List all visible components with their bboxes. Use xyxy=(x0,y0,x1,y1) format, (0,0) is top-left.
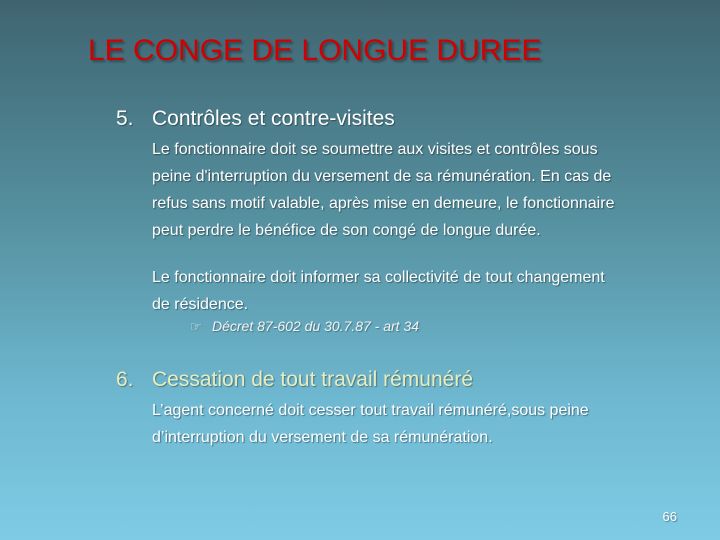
section-5-number: 5. xyxy=(116,107,134,130)
page-number: 66 xyxy=(662,509,677,524)
paragraph-line: Le fonctionnaire doit informer sa collectivité de tout changement xyxy=(152,269,605,286)
pointing-hand-icon: ☞ xyxy=(190,319,202,334)
paragraph-line: L’agent concerné doit cesser tout travail rémunéré,sous peine xyxy=(152,402,589,419)
paragraph-line: peine d'interruption du versement de sa rémunération. En cas de xyxy=(152,168,612,185)
section-6-heading xyxy=(116,368,473,392)
section-6-title: Cessation de tout travail rémunéré xyxy=(152,368,473,391)
section-5-paragraph-1 xyxy=(152,136,614,244)
section-6-paragraph xyxy=(152,397,589,451)
decree-reference xyxy=(190,318,419,335)
section-5-heading xyxy=(116,107,395,131)
section-5-title: Contrôles et contre-visites xyxy=(152,107,395,130)
section-6-number: 6. xyxy=(116,368,134,391)
section-5-paragraph-2 xyxy=(152,264,605,318)
paragraph-line: refus sans motif valable, après mise en demeure, le fonctionnaire xyxy=(152,195,615,212)
slide-title: LE CONGE DE LONGUE DUREE xyxy=(88,34,542,67)
paragraph-line: Le fonctionnaire doit se soumettre aux visites et contrôles sous xyxy=(152,141,598,158)
paragraph-line: peut perdre le bénéfice de son congé de longue durée. xyxy=(152,222,541,239)
decree-reference-text: Décret 87-602 du 30.7.87 - art 34 xyxy=(212,318,420,334)
paragraph-line: d’interruption du versement de sa rémunération. xyxy=(152,429,493,446)
paragraph-line: de résidence. xyxy=(152,296,249,313)
